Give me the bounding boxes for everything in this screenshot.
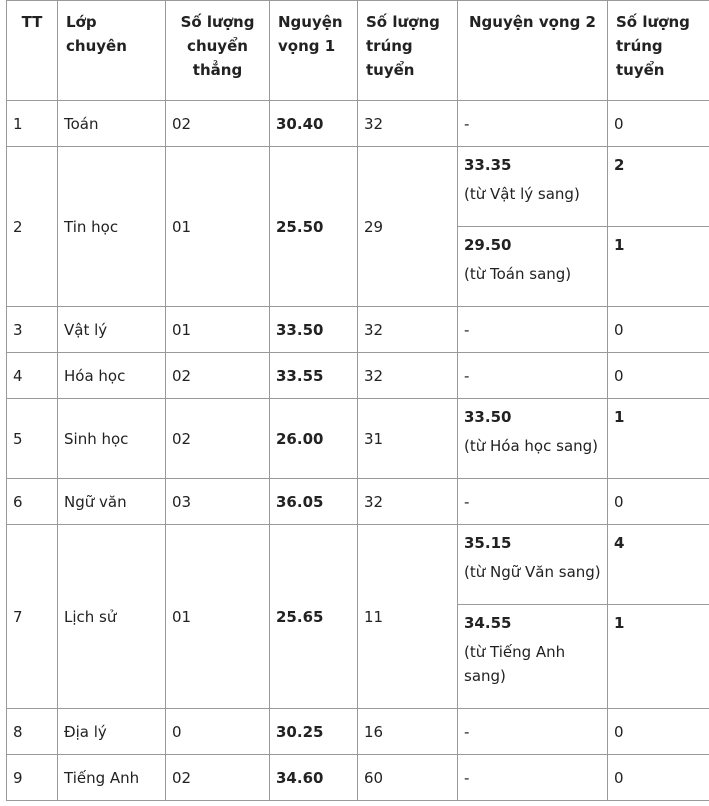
cell-tt: 1 — [7, 101, 58, 147]
header-so-luong-chuyen-thang: Số lượng chuyển thẳng — [166, 1, 270, 101]
nv2-from: (từ Toán sang) — [464, 265, 572, 283]
nv2-from: (từ Hóa học sang) — [464, 437, 599, 455]
table-body — [7, 101, 709, 801]
nv2-score: - — [464, 768, 470, 787]
table-row — [7, 525, 709, 605]
cell-so-luong-chuyen-thang: 03 — [166, 479, 270, 525]
nv2-score: 34.55 — [464, 614, 512, 632]
cell-lop-chuyen: Ngữ văn — [58, 479, 166, 525]
cell-nguyen-vong-2 — [458, 479, 608, 525]
cell-nguyen-vong-2 — [458, 399, 608, 479]
cell-so-luong-trung-tuyen-2: 0 — [608, 755, 709, 801]
cell-so-luong-trung-tuyen-2: 0 — [608, 353, 709, 399]
header-nguyen-vong-2: Nguyện vọng 2 — [458, 1, 608, 101]
cell-so-luong-chuyen-thang: 0 — [166, 709, 270, 755]
cell-lop-chuyen: Lịch sử — [58, 525, 166, 709]
cell-nguyen-vong-2 — [458, 525, 608, 605]
nv2-score: 29.50 — [464, 236, 512, 254]
nv2-from: (từ Vật lý sang) — [464, 185, 580, 203]
table-row — [7, 709, 709, 755]
header-so-luong-trung-tuyen-2: Số lượng trúng tuyển — [608, 1, 709, 101]
cell-tt: 7 — [7, 525, 58, 709]
cell-tt: 8 — [7, 709, 58, 755]
cell-so-luong-trung-tuyen: 11 — [358, 525, 458, 709]
cell-nguyen-vong-2 — [458, 307, 608, 353]
header-nguyen-vong-1: Nguyện vọng 1 — [270, 1, 358, 101]
cell-so-luong-trung-tuyen-2: 1 — [608, 227, 709, 307]
cell-lop-chuyen: Vật lý — [58, 307, 166, 353]
table-row — [7, 399, 709, 479]
cell-lop-chuyen: Sinh học — [58, 399, 166, 479]
cell-so-luong-chuyen-thang: 01 — [166, 307, 270, 353]
cell-so-luong-trung-tuyen: 29 — [358, 147, 458, 307]
cell-nguyen-vong-1: 25.65 — [270, 525, 358, 709]
cell-so-luong-chuyen-thang: 02 — [166, 101, 270, 147]
nv2-from: (từ Tiếng Anh sang) — [464, 643, 566, 685]
admission-results-table — [6, 0, 709, 801]
cell-so-luong-trung-tuyen-2: 0 — [608, 479, 709, 525]
cell-nguyen-vong-1: 34.60 — [270, 755, 358, 801]
cell-so-luong-trung-tuyen-2: 1 — [608, 399, 709, 479]
nv2-score: - — [464, 492, 470, 511]
cell-tt: 5 — [7, 399, 58, 479]
cell-nguyen-vong-1: 30.40 — [270, 101, 358, 147]
header-lop-chuyen: Lớp chuyên — [58, 1, 166, 101]
cell-tt: 9 — [7, 755, 58, 801]
nv2-score: - — [464, 366, 470, 385]
cell-so-luong-trung-tuyen: 32 — [358, 307, 458, 353]
nv2-from: (từ Ngữ Văn sang) — [464, 563, 601, 581]
cell-lop-chuyen: Toán — [58, 101, 166, 147]
cell-nguyen-vong-2 — [458, 605, 608, 709]
cell-so-luong-chuyen-thang: 01 — [166, 147, 270, 307]
table-row — [7, 479, 709, 525]
header-tt: TT — [7, 1, 58, 101]
table-row — [7, 147, 709, 227]
cell-so-luong-trung-tuyen: 60 — [358, 755, 458, 801]
nv2-score: 33.50 — [464, 408, 512, 426]
cell-nguyen-vong-2 — [458, 227, 608, 307]
cell-so-luong-trung-tuyen-2: 2 — [608, 147, 709, 227]
cell-nguyen-vong-2 — [458, 147, 608, 227]
nv2-score: - — [464, 114, 470, 133]
cell-nguyen-vong-1: 25.50 — [270, 147, 358, 307]
cell-so-luong-chuyen-thang: 02 — [166, 399, 270, 479]
cell-so-luong-trung-tuyen-2: 0 — [608, 101, 709, 147]
cell-so-luong-chuyen-thang: 01 — [166, 525, 270, 709]
cell-so-luong-trung-tuyen-2: 0 — [608, 307, 709, 353]
cell-nguyen-vong-2 — [458, 755, 608, 801]
nv2-score: 33.35 — [464, 156, 512, 174]
cell-so-luong-trung-tuyen: 32 — [358, 101, 458, 147]
cell-so-luong-trung-tuyen: 31 — [358, 399, 458, 479]
cell-nguyen-vong-1: 33.50 — [270, 307, 358, 353]
cell-so-luong-chuyen-thang: 02 — [166, 353, 270, 399]
cell-nguyen-vong-1: 26.00 — [270, 399, 358, 479]
cell-so-luong-trung-tuyen: 16 — [358, 709, 458, 755]
header-row — [7, 1, 709, 101]
cell-lop-chuyen: Địa lý — [58, 709, 166, 755]
cell-nguyen-vong-2 — [458, 709, 608, 755]
nv2-score: - — [464, 722, 470, 741]
header-so-luong-trung-tuyen: Số lượng trúng tuyển — [358, 1, 458, 101]
table-row — [7, 307, 709, 353]
cell-tt: 3 — [7, 307, 58, 353]
cell-so-luong-chuyen-thang: 02 — [166, 755, 270, 801]
nv2-score: 35.15 — [464, 534, 512, 552]
cell-tt: 2 — [7, 147, 58, 307]
cell-nguyen-vong-2 — [458, 101, 608, 147]
cell-tt: 6 — [7, 479, 58, 525]
cell-so-luong-trung-tuyen-2: 4 — [608, 525, 709, 605]
cell-so-luong-trung-tuyen-2: 0 — [608, 709, 709, 755]
cell-nguyen-vong-1: 36.05 — [270, 479, 358, 525]
table-row — [7, 755, 709, 801]
cell-tt: 4 — [7, 353, 58, 399]
cell-lop-chuyen: Tiếng Anh — [58, 755, 166, 801]
cell-so-luong-trung-tuyen-2: 1 — [608, 605, 709, 709]
nv2-score: - — [464, 320, 470, 339]
cell-lop-chuyen: Tin học — [58, 147, 166, 307]
cell-so-luong-trung-tuyen: 32 — [358, 353, 458, 399]
cell-lop-chuyen: Hóa học — [58, 353, 166, 399]
table-row — [7, 101, 709, 147]
cell-nguyen-vong-1: 30.25 — [270, 709, 358, 755]
cell-nguyen-vong-1: 33.55 — [270, 353, 358, 399]
table-row — [7, 353, 709, 399]
cell-nguyen-vong-2 — [458, 353, 608, 399]
cell-so-luong-trung-tuyen: 32 — [358, 479, 458, 525]
